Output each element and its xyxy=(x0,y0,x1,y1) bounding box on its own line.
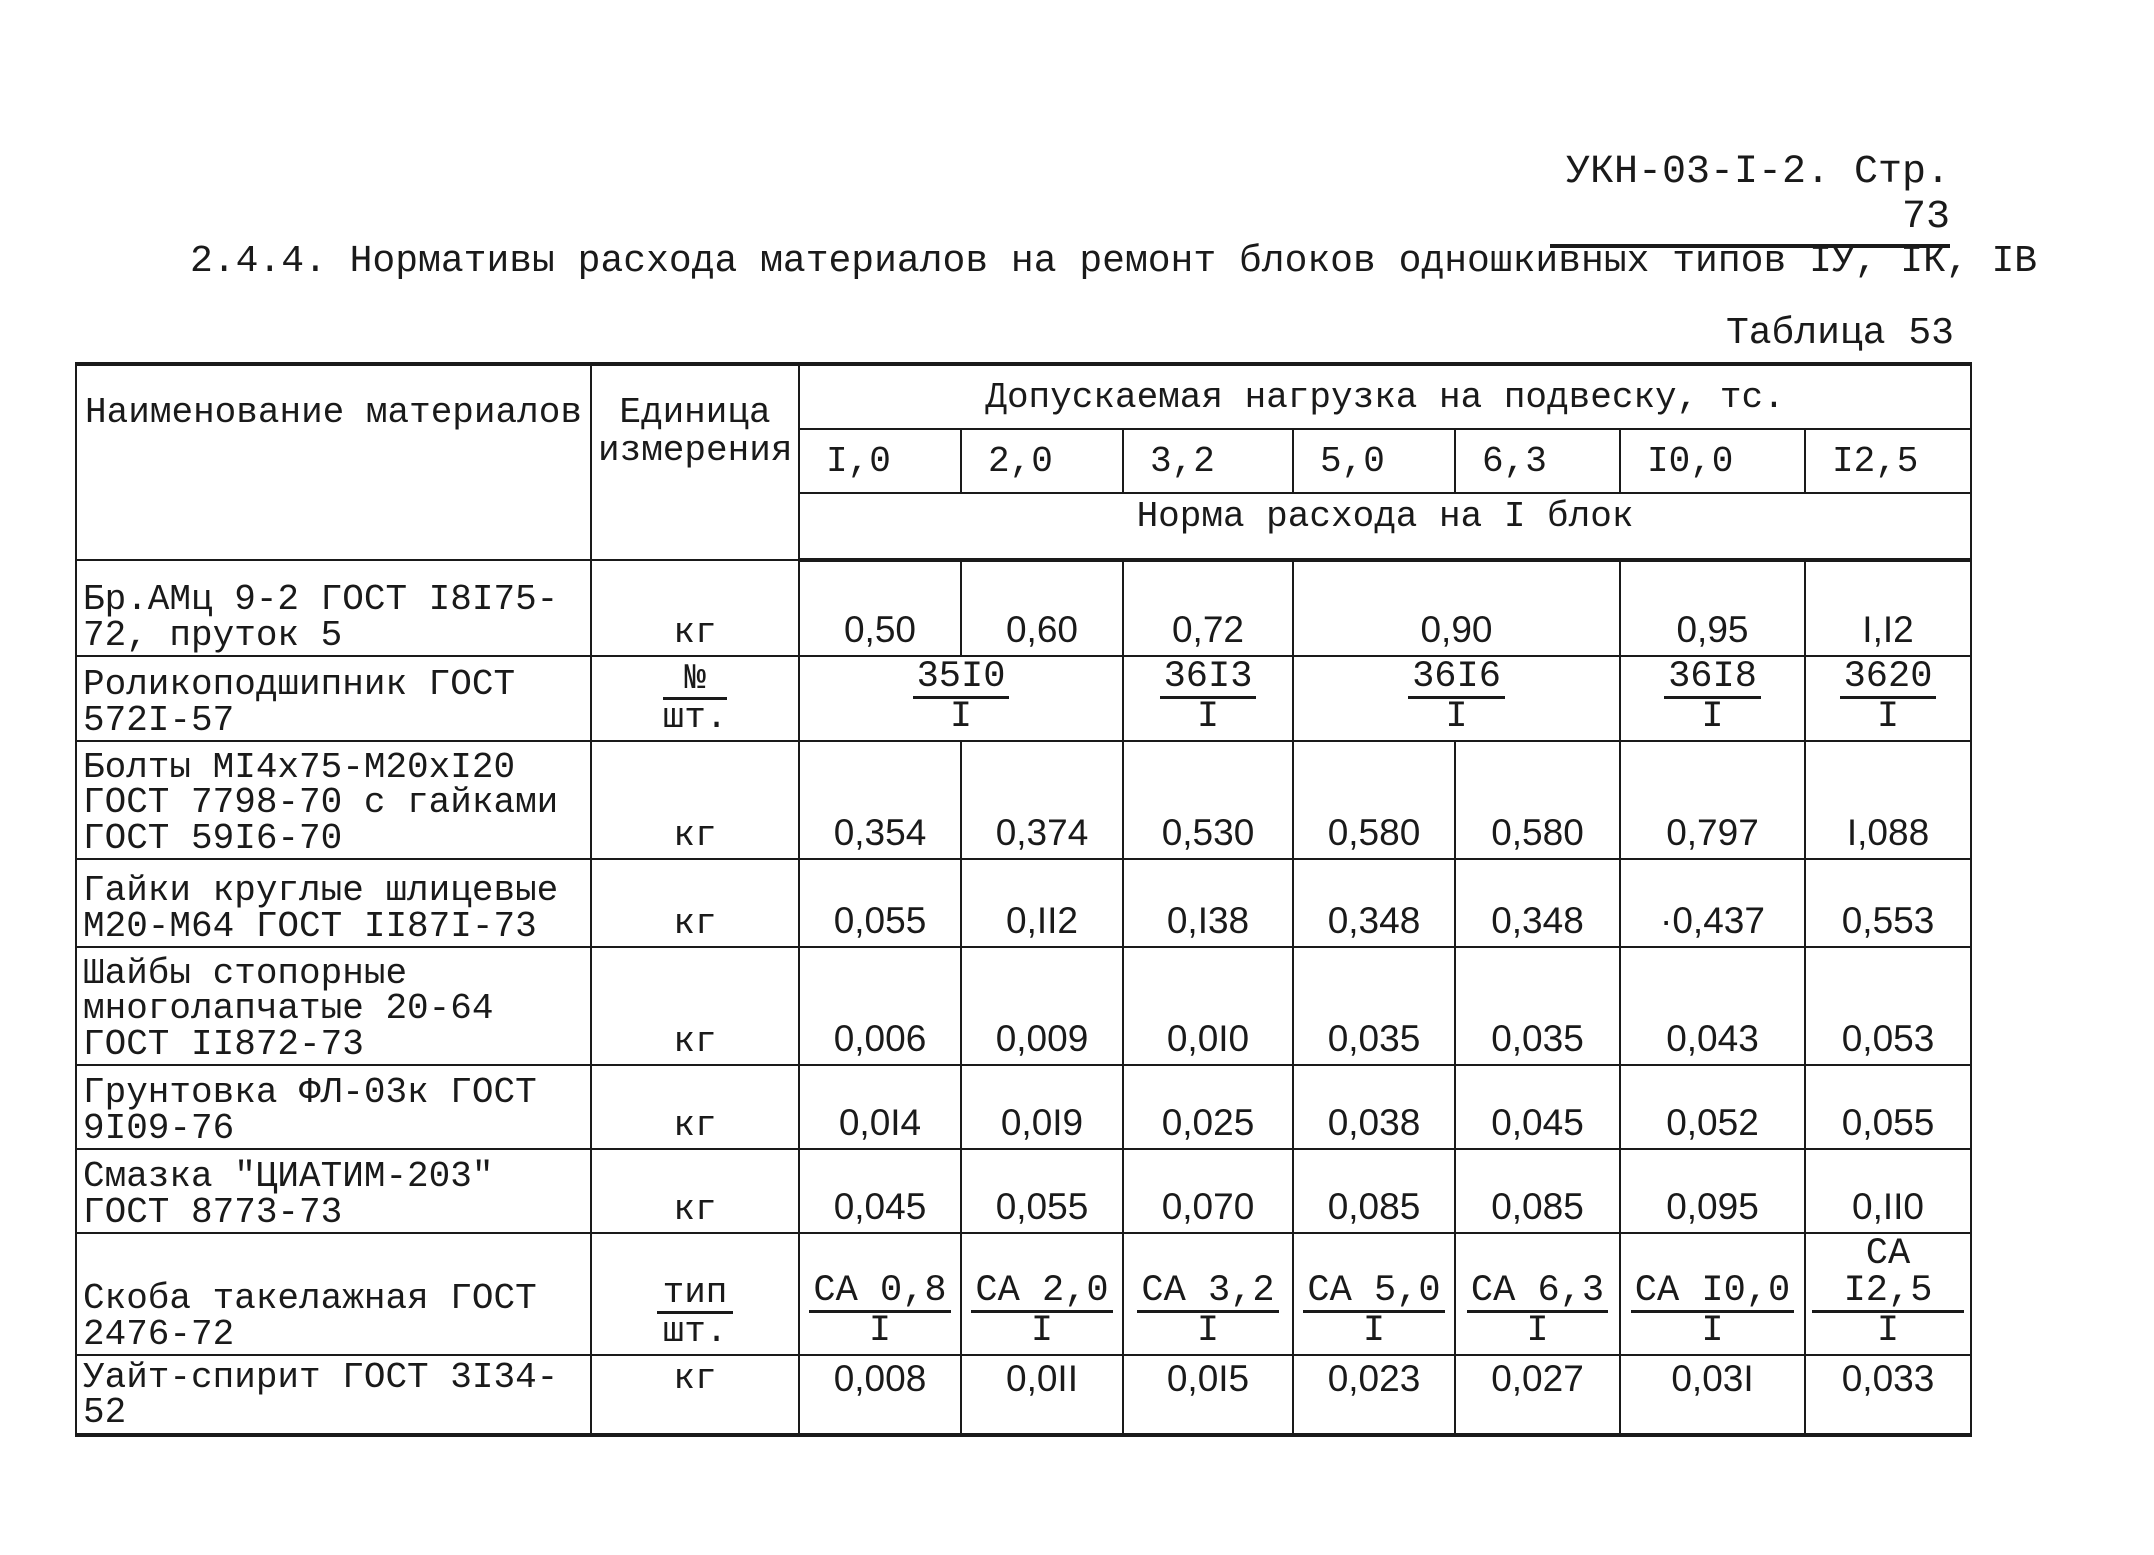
table-row xyxy=(76,947,1971,1065)
value-cell: 0,ІІ2 xyxy=(961,859,1123,947)
material-name: Бр.АМц 9-2 ГОСТ І8І75-72, пруток 5 xyxy=(76,560,591,656)
value-cell: 0,052 xyxy=(1620,1065,1805,1149)
shackle-qty: І xyxy=(1362,1310,1386,1352)
shackle-qty: І xyxy=(1196,1310,1220,1352)
value-cell: 0,045 xyxy=(1455,1065,1620,1149)
shackle-type: СА І0,0 xyxy=(1631,1273,1794,1313)
load-value: 5,0 xyxy=(1293,429,1455,493)
value-cell: 0,50 xyxy=(799,560,961,656)
bearing-qty: І xyxy=(1701,696,1724,738)
value-cell: 0,095 xyxy=(1620,1149,1805,1233)
value-cell: 0,035 xyxy=(1293,947,1455,1065)
bearing-qty: І xyxy=(1876,696,1900,738)
load-value: 3,2 xyxy=(1123,429,1293,493)
unit-cell xyxy=(591,1233,799,1355)
load-value: 6,3 xyxy=(1455,429,1620,493)
section-title: 2.4.4. Нормативы расхода материалов на ремонт блоков одношкивных типов ІУ, ІК, ІВ xyxy=(190,240,2038,283)
value-cell: 0,045 xyxy=(799,1149,961,1233)
unit-bottom: шт. xyxy=(662,1311,728,1352)
table-row xyxy=(76,1149,1971,1233)
value-cell: 0,025 xyxy=(1123,1065,1293,1149)
bearing-cell xyxy=(1293,656,1620,741)
value-cell: 0,0І5 xyxy=(1123,1355,1293,1435)
shackle-type: СА 2,0 xyxy=(971,1273,1112,1313)
material-name: Гайки круглые шлицевые М20-М64 ГОСТ ІІ87І-73 xyxy=(76,859,591,947)
shackle-cell xyxy=(1455,1233,1620,1355)
value-cell: 0,027 xyxy=(1455,1355,1620,1435)
shackle-qty: І xyxy=(1701,1310,1724,1352)
shackle-cell xyxy=(961,1233,1123,1355)
value-cell: 0,374 xyxy=(961,741,1123,859)
value-cell: 0,553 xyxy=(1805,859,1971,947)
bearing-cell xyxy=(1805,656,1971,741)
bearing-qty: І xyxy=(1196,696,1220,738)
table-row xyxy=(76,1065,1971,1149)
unit-cell: кг xyxy=(591,741,799,859)
value-cell: 0,006 xyxy=(799,947,961,1065)
bearing-qty: І xyxy=(1445,696,1468,738)
shackle-type: СА 3,2 xyxy=(1137,1273,1278,1313)
shackle-qty: І xyxy=(1876,1310,1900,1352)
load-value: І,0 xyxy=(799,429,961,493)
value-cell: 0,070 xyxy=(1123,1149,1293,1233)
bearing-cell xyxy=(1620,656,1805,741)
value-cell: 0,023 xyxy=(1293,1355,1455,1435)
shackle-qty: І xyxy=(868,1310,892,1352)
table-row xyxy=(76,656,1971,741)
unit-top: тип xyxy=(657,1275,734,1314)
shackle-type: СА І2,5 xyxy=(1812,1236,1964,1313)
value-cell: 0,043 xyxy=(1620,947,1805,1065)
value-cell: 0,І38 xyxy=(1123,859,1293,947)
value-cell: ·0,437 xyxy=(1620,859,1805,947)
value-cell: 0,009 xyxy=(961,947,1123,1065)
unit-top: № xyxy=(663,661,728,700)
value-cell: 0,95 xyxy=(1620,560,1805,656)
bearing-number: 36І8 xyxy=(1664,659,1761,699)
load-value: 2,0 xyxy=(961,429,1123,493)
unit-cell: кг xyxy=(591,560,799,656)
material-name: Смазка "ЦИАТИМ-203" ГОСТ 8773-73 xyxy=(76,1149,591,1233)
value-cell: 0,348 xyxy=(1293,859,1455,947)
table-row xyxy=(76,560,1971,656)
table-row xyxy=(76,1355,1971,1435)
value-cell: 0,530 xyxy=(1123,741,1293,859)
bearing-number: 36І3 xyxy=(1160,659,1257,699)
shackle-type: СА 6,3 xyxy=(1467,1273,1608,1313)
value-cell: 0,035 xyxy=(1455,947,1620,1065)
material-name: Шайбы стопорные многолапчатые 20-64 ГОСТ ІІ872-73 xyxy=(76,947,591,1065)
bearing-number: 3620 xyxy=(1840,659,1937,699)
value-cell: І,088 xyxy=(1805,741,1971,859)
value-cell: 0,580 xyxy=(1293,741,1455,859)
value-cell: 0,038 xyxy=(1293,1065,1455,1149)
unit-bottom: шт. xyxy=(662,697,728,738)
shackle-type: СА 0,8 xyxy=(809,1273,950,1313)
value-cell: І,І2 xyxy=(1805,560,1971,656)
table-label: Таблица 53 xyxy=(1725,312,1954,355)
value-cell: 0,03І xyxy=(1620,1355,1805,1435)
table-row xyxy=(76,859,1971,947)
norm-header: Норма расхода на І блок xyxy=(799,493,1971,560)
bearing-qty: І xyxy=(949,696,973,738)
bearing-cell xyxy=(799,656,1123,741)
unit-cell: кг xyxy=(591,859,799,947)
material-name: Грунтовка ФЛ-03к ГОСТ 9І09-76 xyxy=(76,1065,591,1149)
material-name: Болты МІ4х75-М20хІ20 ГОСТ 7798-70 с гайками ГОСТ 59І6-70 xyxy=(76,741,591,859)
shackle-cell xyxy=(1805,1233,1971,1355)
load-value: І0,0 xyxy=(1620,429,1805,493)
unit-cell xyxy=(591,656,799,741)
unit-cell: кг xyxy=(591,947,799,1065)
shackle-cell xyxy=(1123,1233,1293,1355)
value-cell: 0,085 xyxy=(1455,1149,1620,1233)
col-header-material: Наименование материалов xyxy=(76,364,591,560)
unit-cell: кг xyxy=(591,1355,799,1435)
bearing-number: 35І0 xyxy=(913,659,1010,699)
col-header-unit: Единица измерения xyxy=(591,364,799,560)
load-header: Допускаемая нагрузка на подвеску, тс. xyxy=(799,364,1971,429)
shackle-cell xyxy=(1293,1233,1455,1355)
value-cell: 0,055 xyxy=(799,859,961,947)
bearing-number: 36І6 xyxy=(1408,659,1505,699)
table-row xyxy=(76,1233,1971,1355)
value-cell: 0,60 xyxy=(961,560,1123,656)
value-cell: 0,72 xyxy=(1123,560,1293,656)
material-name: Скоба такелажная ГОСТ 2476-72 xyxy=(76,1233,591,1355)
shackle-qty: І xyxy=(1526,1310,1549,1352)
value-cell: 0,053 xyxy=(1805,947,1971,1065)
value-cell: 0,0І9 xyxy=(961,1065,1123,1149)
value-cell: 0,354 xyxy=(799,741,961,859)
value-cell: 0,580 xyxy=(1455,741,1620,859)
shackle-cell xyxy=(1620,1233,1805,1355)
value-cell: 0,ІІ0 xyxy=(1805,1149,1971,1233)
unit-cell: кг xyxy=(591,1065,799,1149)
consumption-table xyxy=(75,362,1970,1437)
value-cell: 0,0І0 xyxy=(1123,947,1293,1065)
unit-cell: кг xyxy=(591,1149,799,1233)
load-value: І2,5 xyxy=(1805,429,1971,493)
value-cell: 0,0ІІ xyxy=(961,1355,1123,1435)
bearing-cell xyxy=(1123,656,1293,741)
value-cell: 0,348 xyxy=(1455,859,1620,947)
value-cell: 0,085 xyxy=(1293,1149,1455,1233)
table-row xyxy=(76,741,1971,859)
page-reference: УКН-03-І-2. Стр. 73 xyxy=(1550,150,1950,248)
value-cell: 0,0І4 xyxy=(799,1065,961,1149)
shackle-type: СА 5,0 xyxy=(1303,1273,1444,1313)
value-cell: 0,90 xyxy=(1293,560,1620,656)
value-cell: 0,055 xyxy=(1805,1065,1971,1149)
material-name: Уайт-спирит ГОСТ 3І34-52 xyxy=(76,1355,591,1435)
shackle-cell xyxy=(799,1233,961,1355)
value-cell: 0,033 xyxy=(1805,1355,1971,1435)
value-cell: 0,008 xyxy=(799,1355,961,1435)
material-name: Роликоподшипник ГОСТ 572І-57 xyxy=(76,656,591,741)
shackle-qty: І xyxy=(1030,1310,1054,1352)
value-cell: 0,055 xyxy=(961,1149,1123,1233)
value-cell: 0,797 xyxy=(1620,741,1805,859)
